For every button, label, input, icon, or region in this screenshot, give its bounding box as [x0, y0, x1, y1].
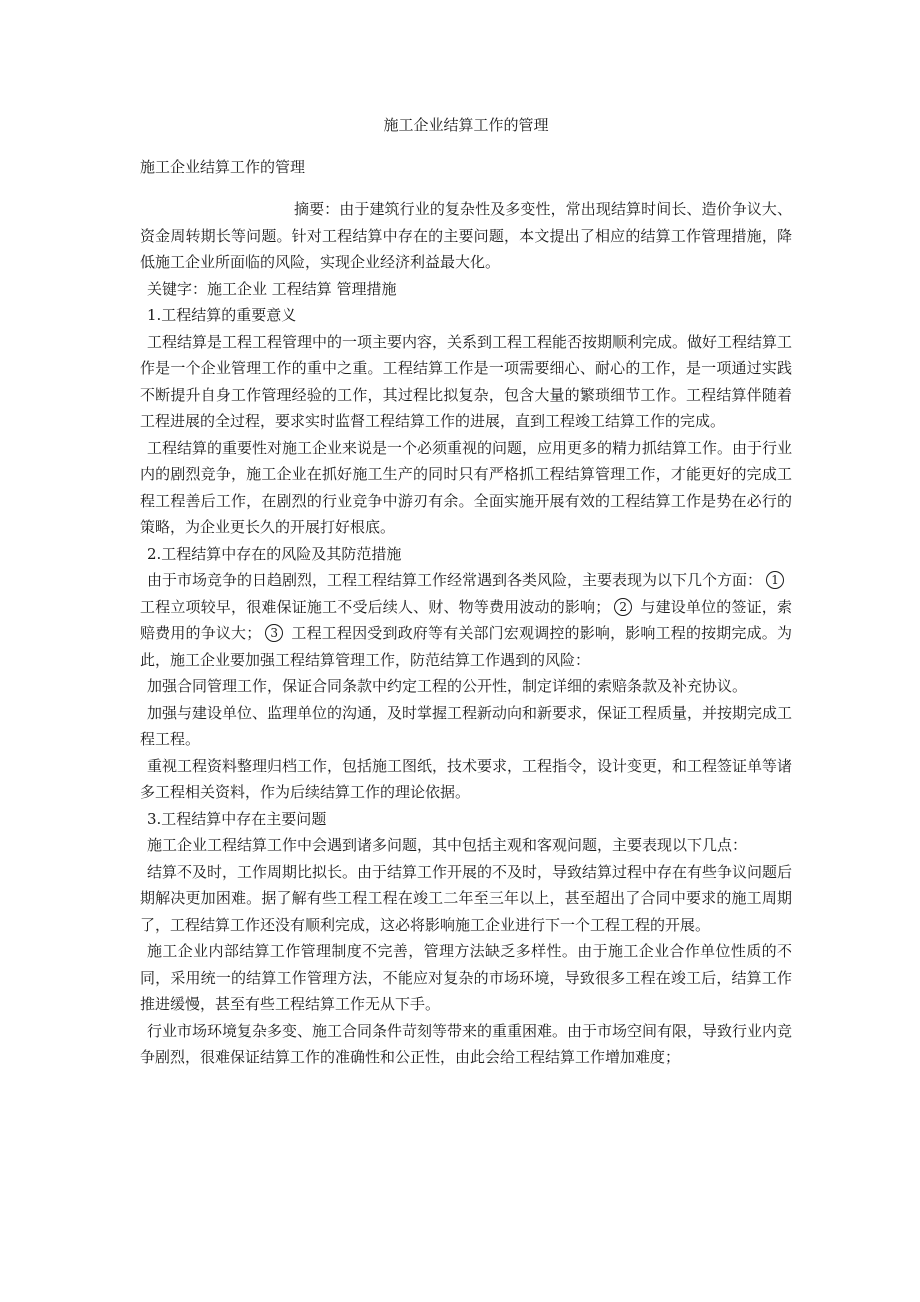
section-2-paragraph-4: 重视工程资料整理归档工作，包括施工图纸，技术要求，工程指令，设计变更，和工程签证单等诸多工程相关资料，作为后续结算工作的理论依据。	[140, 756, 793, 801]
risk-item-3-text: 工程工程因受到政府等有关部门宏观调控的影响，影响工程的按期完成。为此，施工企业要加强工程结算管理工作，防范结算工作遇到的风险：	[140, 624, 792, 669]
section-3-paragraph-2: 结算不及时，工作周期比拟长。由于结算工作开展的不及时，导致结算过程中存在有些争议问题后期解决更加困难。据了解有些工程工程在竣工二年至三年以上，甚至超出了合同中要求的施工周期了，工程结算工作还没有顺利完成，这必将影响施工企业进行下一个工程工程的开展。	[140, 862, 793, 934]
section-1-paragraph-2: 工程结算的重要性对施工企业来说是一个必须重视的问题，应用更多的精力抓结算工作。由于行业内的剧烈竞争，施工企业在抓好施工生产的同时只有严格抓工程结算管理工作，才能更好的完成工程工程善后工作，在剧烈的行业竞争中游刃有余。全面实施开展有效的工程结算工作是势在必行的策略，为企业更长久的开展打好根底。	[140, 438, 793, 536]
section-2-paragraph-3: 加强与建设单位、监理单位的沟通，及时掌握工程新动向和新要求，保证工程质量，并按期完成工程工程。	[140, 703, 793, 748]
section-1-heading: 1.工程结算的重要意义	[147, 306, 297, 324]
document-subtitle: 施工企业结算工作的管理	[140, 158, 306, 176]
document-page	[140, 112, 792, 1071]
risk-item-2-text: 与建设单位的签证，索赔费用的争议大；	[140, 597, 792, 642]
section-3-heading: 3.工程结算中存在主要问题	[147, 809, 327, 828]
section-1-paragraph-1: 工程结算是工程工程管理中的一项主要内容，关系到工程工程能否按期顺利完成。做好工程结算工作是一个企业管理工作的重中之重。工程结算工作是一项需要细心、耐心的工作，是一项通过实践不断提升自身工作管理经验的工作，其过程比拟复杂，包含大量的繁琐细节工作。工程结算伴随着工程进展的全过程，要求实时监督工程结算工作的进展，直到工程竣工结算工作的完成。	[140, 332, 793, 430]
circled-number-3: 3	[265, 624, 283, 642]
circled-number-2: 2	[614, 598, 632, 616]
document-title: 施工企业结算工作的管理	[383, 116, 549, 134]
abstract-paragraph: 摘要：由于建筑行业的复杂性及多变性，常出现结算时间长、造价争议大、资金周转期长等问题。针对工程结算中存在的主要问题，本文提出了相应的结算工作管理措施，降低施工企业所面临的风险，实现企业经济利益最大化。	[140, 200, 792, 271]
risk-intro-text: 由于市场竞争的日趋剧烈，工程工程结算工作经常遇到各类风险，主要表现为以下几个方面：	[147, 571, 763, 589]
section-2-heading: 2.工程结算中存在的风险及其防范措施	[147, 544, 402, 563]
keywords-line: 关键字：施工企业 工程结算 管理措施	[147, 279, 397, 298]
section-3-paragraph-1: 施工企业工程结算工作中会遇到诸多问题，其中包括主观和客观问题，主要表现以下几点：	[147, 836, 748, 854]
risk-item-1-text: 工程立项较早，很难保证施工不受后续人、财、物等费用波动的影响；	[140, 597, 611, 616]
section-2-paragraph-1	[140, 567, 792, 673]
section-2-paragraph-2: 加强合同管理工作，保证合同条款中约定工程的公开性，制定详细的索赔条款及补充协议。	[147, 677, 748, 695]
section-3-paragraph-3: 施工企业内部结算工作管理制度不完善，管理方法缺乏多样性。由于施工企业合作单位性质的不同，采用统一的结算工作管理方法，不能应对复杂的市场环境，导致很多工程在竣工后，结算工作推进缓慢，甚至有些工程结算工作无从下手。	[140, 942, 792, 1013]
circled-number-1: 1	[766, 571, 784, 589]
section-3-paragraph-4: 行业市场环境复杂多变、施工合同条件苛刻等带来的重重困难。由于市场空间有限，导致行业内竞争剧烈，很难保证结算工作的准确性和公正性，由此会给工程结算工作增加难度；	[140, 1021, 793, 1066]
